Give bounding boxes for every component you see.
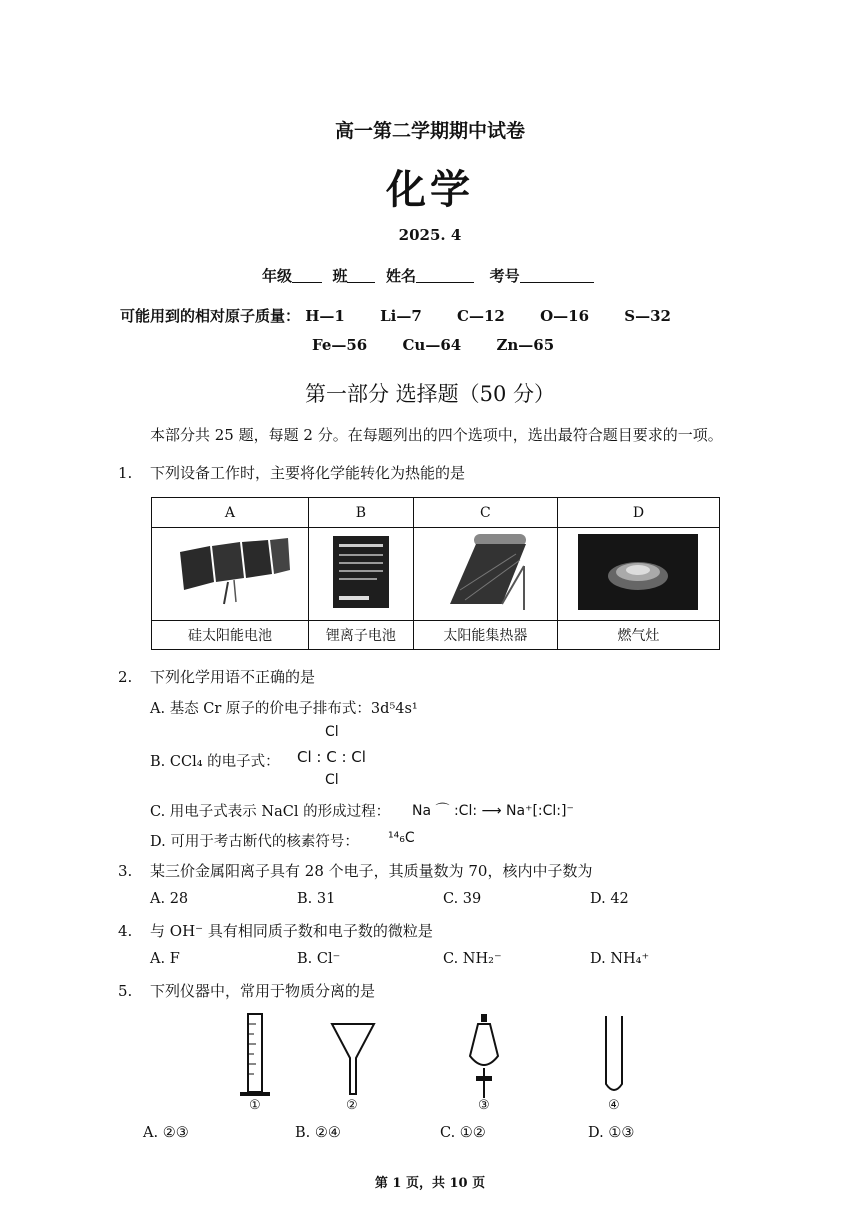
part-1-title: 第一部分 选择题（50 分） [304, 382, 556, 406]
option-b-label: 锂离子电池 [308, 621, 413, 650]
question-number: 5. [118, 982, 133, 1000]
test-tube-drawing [602, 1012, 626, 1096]
col-header-a: A [152, 498, 309, 528]
mass-li: Li—7 [380, 307, 422, 325]
q4-option-b: B. Cl⁻ [297, 951, 341, 967]
mass-fe: Fe—56 [312, 336, 368, 354]
part-1-intro: 本部分共 25 题，每题 2 分。在每题列出的四个选项中，选出最符合题目要求的一项。 [150, 426, 723, 444]
mass-c: C—12 [457, 307, 505, 325]
atomic-masses-label: 可能用到的相对原子质量： [120, 307, 301, 325]
question-number: 2. [118, 668, 133, 686]
funnel-drawing [328, 1018, 378, 1098]
question-text: 下列仪器中，常用于物质分离的是 [150, 982, 376, 1000]
question-4-stem [118, 920, 433, 941]
mass-s: S—32 [624, 307, 671, 325]
q3-option-b: B. 31 [297, 891, 336, 907]
col-header-b: B [308, 498, 413, 528]
question-number: 3. [118, 862, 133, 880]
class-blank [347, 268, 375, 283]
instrument-label-1: ① [249, 1098, 261, 1113]
q4-option-a: A. F [150, 951, 180, 967]
instrument-label-2: ② [346, 1098, 358, 1113]
ccl4-top-cl: Cl [325, 724, 339, 740]
col-header-d: D [557, 498, 719, 528]
mass-cu: Cu—64 [402, 336, 462, 354]
grade-label: 年级 [262, 267, 293, 285]
nacl-formation-formula: Na ⌒ :Cl: ⟶ Na⁺[:Cl:]⁻ [412, 803, 574, 819]
ccl4-bottom-cl: Cl [325, 772, 339, 788]
student-info-line [262, 265, 594, 286]
graduated-cylinder-drawing [236, 1010, 276, 1100]
id-label: 考号 [489, 267, 520, 285]
question-text: 某三价金属阳离子具有 28 个电子，其质量数为 70，核内中子数为 [150, 862, 593, 880]
q5-option-a: A. ②③ [143, 1125, 189, 1141]
mass-zn: Zn—65 [496, 336, 555, 354]
q5-option-b: B. ②④ [295, 1125, 341, 1141]
option-c-label: 太阳能集热器 [413, 621, 557, 650]
carbon-14-symbol: ¹⁴₆C [388, 830, 415, 846]
instrument-label-4: ④ [608, 1098, 620, 1113]
mass-h: H—1 [305, 307, 345, 325]
q5-option-d: D. ①③ [588, 1125, 635, 1141]
q3-option-a: A. 28 [150, 891, 189, 907]
atomic-masses-row-1 [120, 305, 701, 326]
question-5-stem [118, 980, 375, 1001]
q4-option-c: C. NH₂⁻ [443, 951, 502, 967]
separatory-funnel-drawing [464, 1012, 504, 1102]
exam-subject-title: 化学 [386, 166, 474, 213]
name-label: 姓名 [385, 267, 416, 285]
mass-o: O—16 [540, 307, 590, 325]
page-footer: 第 1 页，共 10 页 [374, 1176, 486, 1191]
q2-option-a: A. 基态 Cr 原子的价电子排布式：3d⁵4s¹ [150, 701, 418, 717]
instrument-label-3: ③ [478, 1098, 490, 1113]
question-1-table [151, 497, 720, 650]
li-battery-image [308, 528, 413, 621]
question-1-stem [118, 462, 465, 483]
question-3-stem [118, 860, 592, 881]
ccl4-electron-formula: Cl : C : Cl [297, 748, 366, 766]
question-number: 1. [118, 464, 133, 482]
q4-option-d: D. NH₄⁺ [590, 951, 650, 967]
q5-option-c: C. ①② [440, 1125, 486, 1141]
exam-subtitle: 高一第二学期期中试卷 [334, 120, 525, 142]
question-text: 与 OH⁻ 具有相同质子数和电子数的微粒是 [150, 922, 433, 940]
question-text: 下列化学用语不正确的是 [150, 668, 316, 686]
q3-option-d: D. 42 [590, 891, 629, 907]
q2-option-b: B. CCl₄ 的电子式： [150, 754, 280, 770]
question-2-stem [118, 666, 315, 687]
exam-date: 2025. 4 [398, 226, 462, 244]
question-number: 4. [118, 922, 133, 940]
id-blank [520, 268, 594, 283]
solar-panel-image [152, 528, 309, 621]
option-a-label: 硅太阳能电池 [152, 621, 309, 650]
q3-option-c: C. 39 [443, 891, 482, 907]
q2-option-c: C. 用电子式表示 NaCl 的形成过程： [150, 804, 391, 820]
q2-option-d: D. 可用于考古断代的核素符号： [150, 834, 359, 850]
gas-stove-image [557, 528, 719, 621]
question-text: 下列设备工作时，主要将化学能转化为热能的是 [150, 464, 466, 482]
grade-blank [292, 268, 322, 283]
option-d-label: 燃气灶 [557, 621, 719, 650]
class-label: 班 [332, 267, 348, 285]
atomic-masses-row-2 [312, 336, 584, 354]
col-header-c: C [413, 498, 557, 528]
solar-heater-image [413, 528, 557, 621]
name-blank [416, 268, 474, 283]
